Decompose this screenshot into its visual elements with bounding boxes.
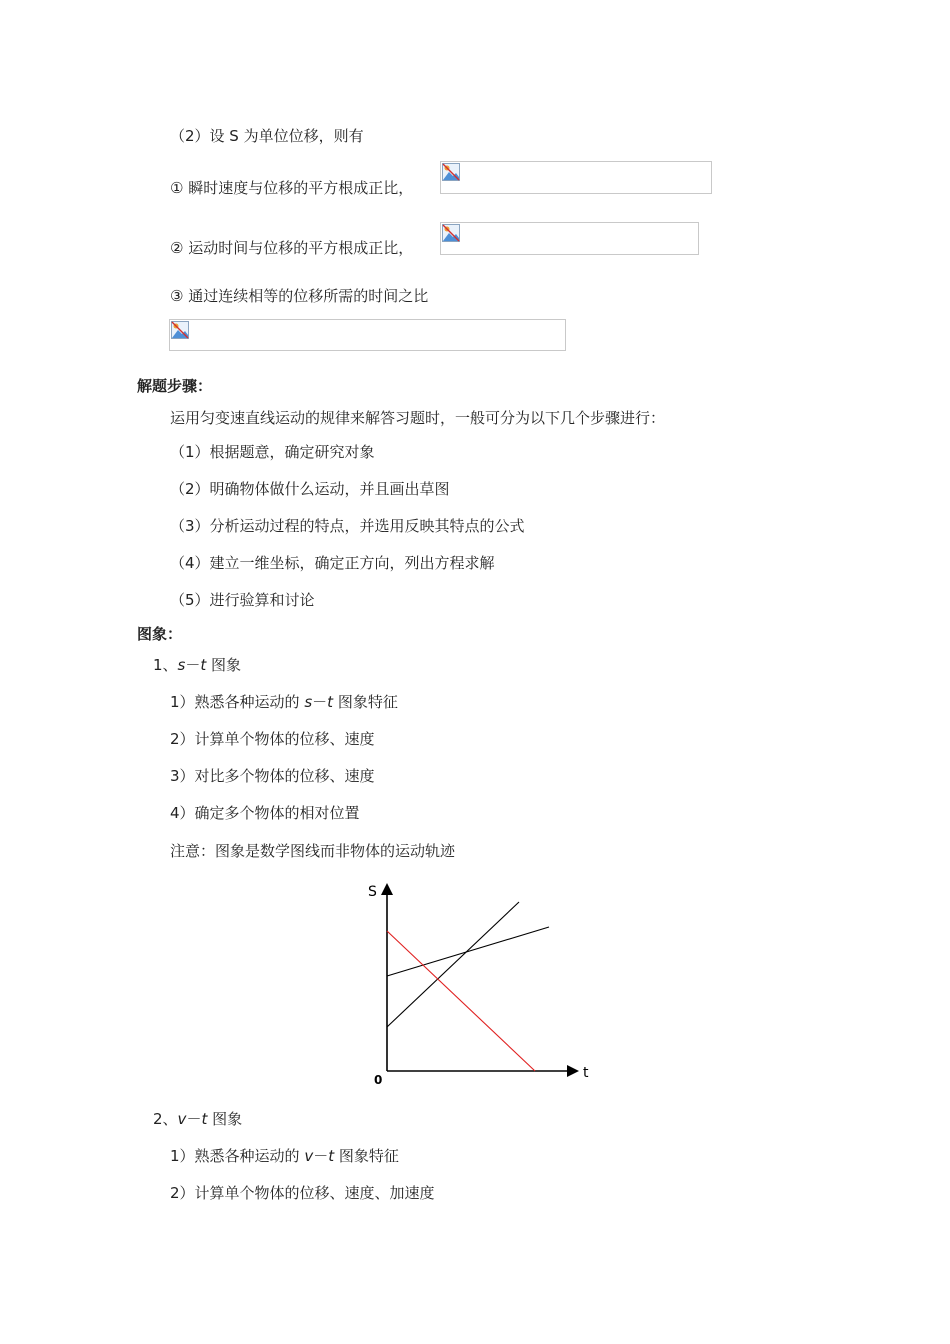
y-axis-label: S: [368, 884, 377, 900]
proportion-item-1: ① 瞬时速度与位移的平方根成正比，: [170, 179, 414, 197]
st-item-3: 3）对比多个物体的位移、速度: [170, 767, 375, 785]
broken-image-icon: [171, 321, 189, 339]
step-item-3: （3）分析运动过程的特点，并选用反映其特点的公式: [170, 517, 525, 535]
section-2-intro: （2）设 S 为单位位移，则有: [170, 127, 364, 145]
st-item-1: 1）熟悉各种运动的 s－t 图象特征: [170, 693, 398, 711]
proportion-item-3: ③ 通过连续相等的位移所需的时间之比: [170, 287, 429, 305]
formula-image-2: [440, 222, 699, 255]
formula-image-3: [169, 319, 566, 351]
x-axis-label: t: [583, 1065, 589, 1081]
formula-image-1: [440, 161, 712, 194]
y-axis-arrow: [381, 883, 393, 895]
st-item-2: 2）计算单个物体的位移、速度: [170, 730, 375, 748]
steps-heading: 解题步骤：: [137, 377, 213, 395]
step-item-4: （4）建立一维坐标，确定正方向，列出方程求解: [170, 554, 495, 572]
vt-item-2: 2）计算单个物体的位移、速度、加速度: [170, 1184, 435, 1202]
line-fast-positive: [387, 902, 519, 1027]
x-axis-arrow: [567, 1065, 579, 1077]
step-item-2: （2）明确物体做什么运动，并且画出草图: [170, 480, 450, 498]
st-item-4: 4）确定多个物体的相对位置: [170, 804, 360, 822]
steps-intro: 运用匀变速直线运动的规律来解答习题时，一般可分为以下几个步骤进行：: [170, 409, 666, 427]
origin-label: 0: [374, 1073, 383, 1087]
st-note: 注意：图象是数学图线而非物体的运动轨迹: [170, 842, 456, 860]
line-slow-positive: [387, 927, 549, 976]
st-graph-title: 1、s－t 图象: [153, 656, 242, 674]
vt-item-1: 1）熟悉各种运动的 v－t 图象特征: [170, 1147, 399, 1165]
line-negative-red: [387, 931, 535, 1071]
broken-image-icon: [442, 163, 460, 181]
step-item-5: （5）进行验算和讨论: [170, 591, 315, 609]
broken-image-icon: [442, 224, 460, 242]
proportion-item-2: ② 运动时间与位移的平方根成正比，: [170, 239, 414, 257]
step-item-1: （1）根据题意，确定研究对象: [170, 443, 375, 461]
graphs-heading: 图象：: [137, 625, 183, 643]
vt-graph-title: 2、v－t 图象: [153, 1110, 243, 1128]
st-graph-figure: [355, 878, 600, 1090]
